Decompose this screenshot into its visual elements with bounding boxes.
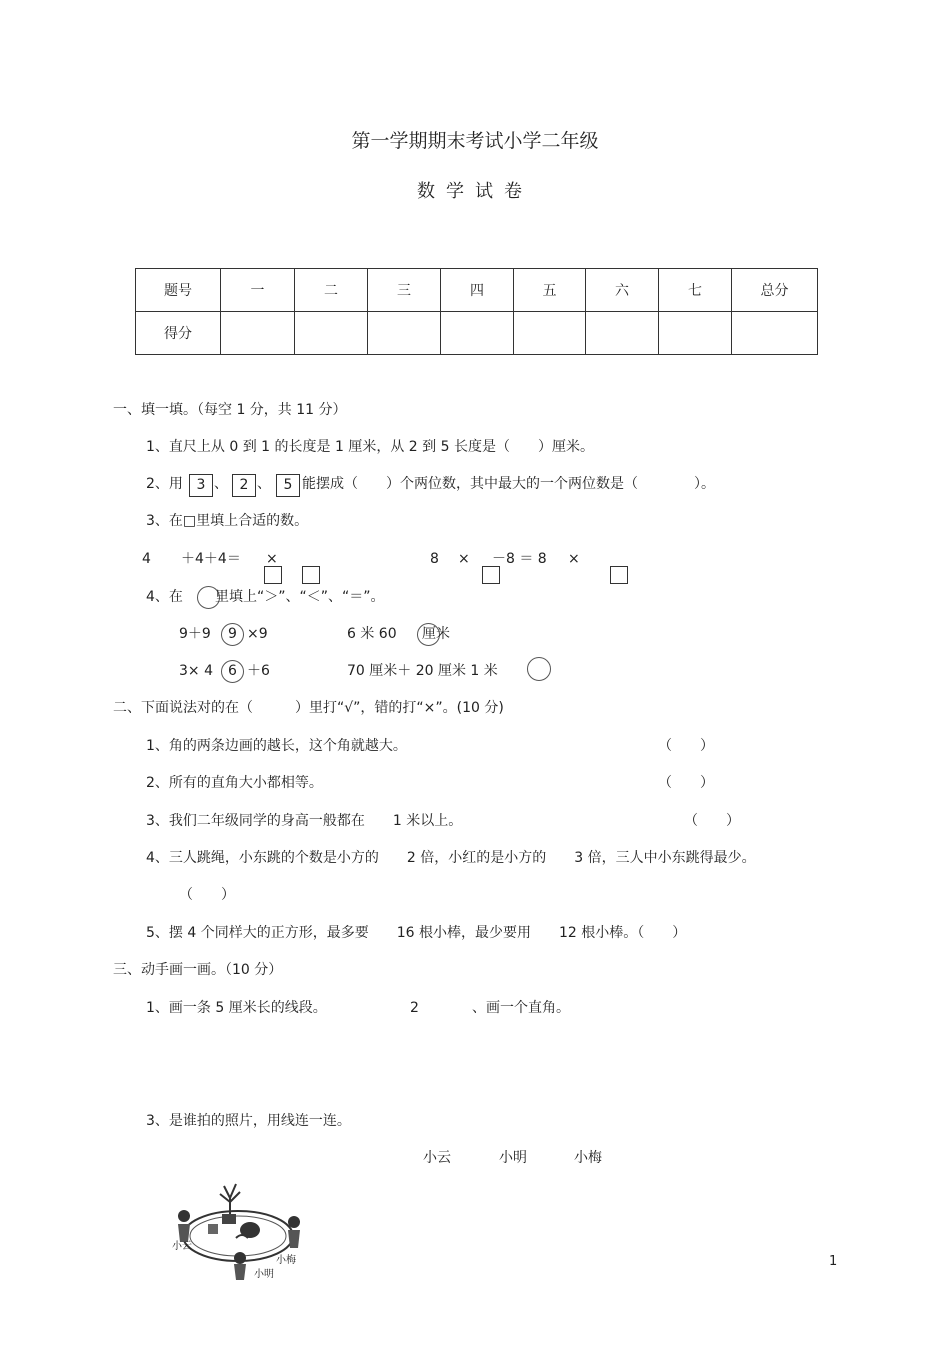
score-table-header: 四 (441, 269, 514, 312)
score-table-header: 七 (659, 269, 732, 312)
eq1-part: × (266, 551, 278, 567)
answer-box[interactable] (302, 566, 320, 584)
page-title: 第一学期期末考试小学二年级 (351, 130, 599, 152)
number-card-3: 3 (189, 474, 213, 497)
score-cell[interactable] (732, 312, 818, 355)
s3-question-3: 3、是谁拍的照片，用线连一连。 (146, 1113, 351, 1129)
score-cell[interactable] (514, 312, 586, 355)
image-label: 小梅 (276, 1255, 296, 1266)
compare-expr: 9＋9 (179, 626, 211, 642)
eq2-part: －8 ＝ 8 (492, 551, 547, 567)
compare-expr: 70 厘米＋ 20 厘米 1 米 (347, 663, 498, 679)
section2-heading: 二、下面说法对的在（ ）里打“√”，错的打“×”。(10 分) (113, 700, 504, 716)
children-photo-illustration (168, 1176, 308, 1286)
answer-box[interactable] (482, 566, 500, 584)
s3-question-1: 1、画一条 5 厘米长的线段。 (146, 1000, 327, 1016)
compare-circle[interactable] (221, 660, 244, 683)
s1-question-2-prefix: 2、用 (146, 476, 183, 492)
s2-item-3: 3、我们二年级同学的身高一般都在 1 米以上。 (146, 813, 463, 829)
number-card-5: 5 (276, 474, 300, 497)
s3-question-2-number: 2 (410, 1000, 419, 1016)
number-card-2: 2 (232, 474, 256, 497)
score-table-header: 六 (586, 269, 659, 312)
score-cell[interactable] (659, 312, 732, 355)
compare-expr: 厘米 (422, 626, 450, 642)
s1-question-1: 1、直尺上从 0 到 1 的长度是 1 厘米，从 2 到 5 长度是（ ）厘米。 (146, 439, 594, 455)
section3-heading: 三、动手画一画。（10 分） (113, 962, 283, 978)
name-label: 小明 (499, 1150, 527, 1166)
score-table-header: 题号 (136, 269, 221, 312)
s2-item-2: 2、所有的直角大小都相等。 (146, 775, 323, 791)
s1-question-3: 3、在□里填上合适的数。 (146, 513, 309, 529)
score-cell[interactable] (221, 312, 295, 355)
name-label: 小云 (423, 1150, 451, 1166)
s1-question-4-a: 4、在 (146, 589, 183, 605)
answer-paren[interactable]: （ ） (179, 887, 235, 903)
score-table-header-row (136, 269, 818, 312)
answer-paren[interactable]: （ ） (658, 738, 714, 754)
compare-circle[interactable] (221, 623, 244, 646)
separator: 、 (257, 476, 271, 492)
score-cell[interactable] (586, 312, 659, 355)
score-table-row (136, 312, 818, 355)
s2-item-5: 5、摆 4 个同样大的正方形，最多要 16 根小棒，最少要用 12 根小棒。（ ） (146, 925, 687, 941)
compare-expr: ×9 (247, 626, 268, 642)
answer-paren[interactable]: （ ） (658, 775, 714, 791)
score-table (135, 268, 818, 355)
score-table-header: 三 (368, 269, 441, 312)
s2-item-4: 4、三人跳绳，小东跳的个数是小方的 2 倍，小红的是小方的 3 倍，三人中小东跳得最少。 (146, 850, 756, 866)
score-cell[interactable] (441, 312, 514, 355)
circle-value: 9 (228, 626, 237, 642)
s2-item-1: 1、角的两条边画的越长，这个角就越大。 (146, 738, 407, 754)
score-cell[interactable] (368, 312, 441, 355)
name-label: 小梅 (574, 1150, 602, 1166)
score-table-header: 一 (221, 269, 295, 312)
page-number: 1 (829, 1254, 838, 1269)
eq2-part: × (568, 551, 580, 567)
eq1-part: ＋4＋4＝ (181, 551, 241, 567)
score-table-header: 五 (514, 269, 586, 312)
separator: 、 (214, 476, 228, 492)
score-table-header: 总分 (732, 269, 818, 312)
compare-expr: 3× 4 (179, 663, 213, 679)
s1-question-2-suffix: 能摆成（ ）个两位数，其中最大的一个两位数是（ ）。 (302, 476, 715, 492)
eq1-part: 4 (142, 551, 151, 567)
score-cell[interactable] (295, 312, 368, 355)
page-subtitle: 数学试卷 (417, 181, 533, 202)
score-table-header: 二 (295, 269, 368, 312)
compare-expr: ＋6 (247, 663, 270, 679)
eq2-part: 8 (430, 551, 439, 567)
score-row-label: 得分 (136, 312, 221, 355)
image-label: 小明 (254, 1269, 274, 1280)
circle-value: 6 (228, 663, 237, 679)
image-label: 小云 (172, 1241, 192, 1252)
answer-paren[interactable]: （ ） (684, 813, 740, 829)
section1-heading: 一、填一填。（每空 1 分，共 11 分） (113, 402, 347, 418)
s3-question-2: 、画一个直角。 (472, 1000, 570, 1016)
s1-question-4-b: 里填上“＞”、“＜”、“＝”。 (215, 589, 385, 605)
answer-box[interactable] (264, 566, 282, 584)
eq2-part: × (458, 551, 470, 567)
answer-box[interactable] (610, 566, 628, 584)
compare-expr: 6 米 60 (347, 626, 397, 642)
compare-circle[interactable] (527, 657, 551, 681)
